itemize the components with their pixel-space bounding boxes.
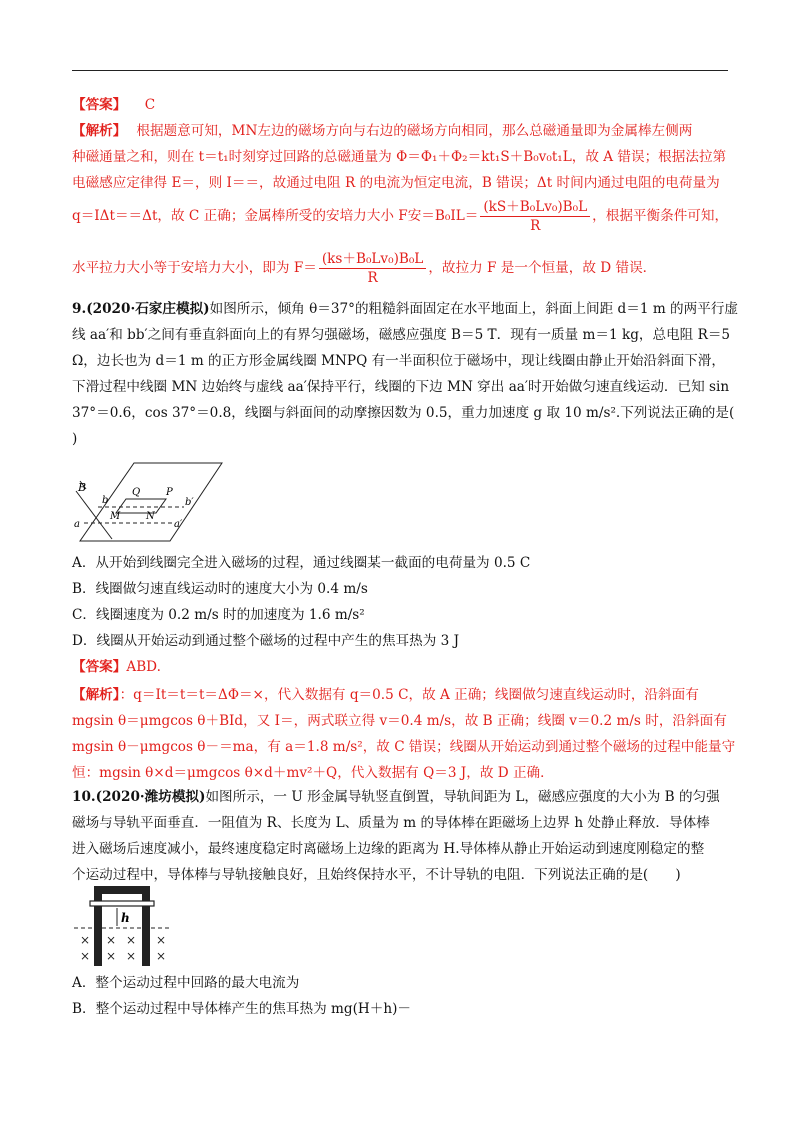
q10-line-1: 如图所示，一 U 形金属导轨竖直倒置，导轨间距为 L，磁感应强度的大小为 B 的匀强 bbox=[205, 789, 720, 805]
analysis-tag: 【解析】 bbox=[72, 687, 120, 703]
fig9-label-P: P bbox=[166, 487, 173, 498]
q8-line-4-tail: ，根据平衡条件可知， bbox=[592, 208, 729, 224]
q9-number: 9. bbox=[72, 301, 87, 317]
q9-option-c: C．线圈速度为 0.2 m/s 时的加速度为 1.6 m/s² bbox=[72, 607, 365, 623]
q10-rail-figure bbox=[72, 884, 172, 968]
fig9-label-b: b bbox=[102, 495, 109, 506]
q10-number: 10. bbox=[72, 789, 96, 805]
rail-right bbox=[142, 886, 150, 966]
q9-analysis-line-2: mgsin θ＝μmgcos θ＋BId，又 I＝，两式联立得 v＝0.4 m/s，故 B 正确；线圈 v＝0.2 m/s 时，沿斜面有 bbox=[72, 713, 727, 729]
q8-line-1: 根据题意可知，MN左边的磁场方向与右边的磁场方向相同，那么总磁通量即为金属棒左侧两 bbox=[136, 123, 693, 139]
coil-mnpq bbox=[116, 499, 166, 513]
q9-answer: ABD. bbox=[126, 659, 161, 675]
q9-line-3: Ω，边长也为 d＝1 m 的正方形金属线圈 MNPQ 有一半面积位于磁场中，现让线圈由静止开始沿斜面下滑， bbox=[72, 353, 725, 369]
q9-stem bbox=[72, 296, 739, 452]
svg-text:×: × bbox=[80, 933, 91, 947]
fig9-label-M: M bbox=[110, 511, 121, 522]
svg-text:×: × bbox=[126, 949, 137, 963]
fig9-label-b-prime: b′ bbox=[185, 497, 194, 508]
q8-line-3: 电磁感应定律得 E＝，则 I＝＝，故通过电阻 R 的电流为恒定电流，B 错误；Δt 时间内通过电阻的电荷量为 bbox=[72, 175, 720, 191]
q10-option-b: B．整个运动过程中导体棒产生的焦耳热为 mg(H＋h)－ bbox=[72, 1001, 411, 1017]
rail-left bbox=[94, 886, 102, 966]
q8-fraction-2: $\frac{\text{(ks＋B₀Lv₀)B₀L}}{R}$ bbox=[319, 250, 426, 287]
q10-line-4: 个运动过程中，导体棒与导轨接触良好，且始终保持水平，不计导轨的电阻．下列说法正确的是( ) bbox=[72, 867, 681, 883]
answer-tag: 【答案】 bbox=[72, 97, 127, 113]
q9-line-4: 下滑过程中线圈 MN 边始终与虚线 aa′保持平行，线圈的下边 MN 穿出 aa′时开始做匀速直线运动．已知 sin bbox=[72, 379, 730, 395]
fig9-label-B: B bbox=[78, 481, 87, 494]
q9-analysis bbox=[72, 682, 736, 786]
q9-line-2: 线 aa′和 bb′之间有垂直斜面向上的有界匀强磁场，磁感应强度 B＝5 T．现有一质量 m＝1 kg，总电阻 R＝5 bbox=[72, 327, 731, 343]
q10-source: (2020·潍坊模拟) bbox=[95, 789, 206, 805]
analysis-tag: 【解析】 bbox=[72, 123, 127, 139]
q9-source: (2020·石家庄模拟) bbox=[86, 301, 210, 317]
conductor-rod bbox=[90, 901, 154, 906]
q10-option-a: A．整个运动过程中回路的最大电流为 bbox=[72, 975, 300, 991]
rail-top bbox=[94, 886, 150, 894]
q8-fraction-1: $\frac{\text{(kS＋B₀Lv₀)B₀L}}{R}$ bbox=[480, 198, 590, 235]
q10-line-2: 磁场与导轨平面垂直．一阻值为 R、长度为 L、质量为 m 的导体棒在距磁场上边界 h 处静止释放．导体棒 bbox=[72, 815, 710, 831]
q10-stem bbox=[72, 784, 728, 888]
q10-line-3: 进入磁场后速度减小，最终速度稳定时离磁场上边缘的距离为 H.导体棒从静止开始运动到速度刚稳定的整 bbox=[72, 841, 705, 857]
svg-text:×: × bbox=[156, 933, 167, 947]
q9-analysis-line-3: mgsin θ－μmgcos θ－＝ma，有 a＝1.8 m/s²，故 C 错误；线圈从开始运动到通过整个磁场的过程中能量守 bbox=[72, 739, 736, 755]
q8-analysis bbox=[72, 118, 728, 290]
q9-option-a: A．从开始到线圈完全进入磁场的过程，通过线圈某一截面的电荷量为 0.5 C bbox=[72, 555, 531, 571]
q8-answer: C bbox=[144, 97, 156, 113]
q9-analysis-line-1: ：q＝It＝t＝t＝ΔΦ＝×，代入数据有 q＝0.5 C，故 A 正确；线圈做匀速直线运动时，沿斜面有 bbox=[119, 687, 699, 703]
field-crosses bbox=[80, 933, 166, 963]
q8-line-4: q＝IΔt＝＝Δt，故 C 正确；金属棒所受的安培力大小 F安＝B₀IL＝ bbox=[72, 208, 479, 224]
svg-text:×: × bbox=[156, 949, 167, 963]
q9-line-1: 如图所示，倾角 θ＝37°的粗糙斜面固定在水平地面上，斜面上间距 d＝1 m 的两平行虚 bbox=[209, 301, 739, 317]
svg-text:×: × bbox=[80, 949, 91, 963]
fig9-label-a-prime: a′ bbox=[174, 519, 183, 530]
q9-line-6: ) bbox=[72, 431, 78, 447]
answer-tag: 【答案】 bbox=[72, 659, 127, 675]
header-rule bbox=[72, 70, 728, 71]
q9-incline-figure bbox=[72, 455, 232, 547]
fig9-label-N: N bbox=[146, 511, 155, 522]
fig10-label-h: h bbox=[121, 911, 130, 925]
q9-analysis-line-4: 恒：mgsin θ×d＝μmgcos θ×d＋mv²＋Q，代入数据有 Q＝3 J，故 D 正确． bbox=[72, 765, 554, 781]
q9-answer-line bbox=[72, 654, 728, 680]
fig9-label-a: a bbox=[74, 519, 80, 530]
svg-text:×: × bbox=[106, 949, 117, 963]
svg-text:×: × bbox=[126, 933, 137, 947]
q9-option-b: B．线圈做匀速直线运动时的速度大小为 0.4 m/s bbox=[72, 581, 368, 597]
q9-option-d: D．线圈从开始运动到通过整个磁场的过程中产生的焦耳热为 3 J bbox=[72, 633, 460, 649]
q8-answer-line bbox=[72, 92, 728, 118]
svg-text:×: × bbox=[106, 933, 117, 947]
q9-line-5: 37°＝0.6，cos 37°＝0.8，线圈与斜面间的动摩擦因数为 0.5，重力加速度 g 取 10 m/s².下列说法正确的是( bbox=[72, 405, 735, 421]
q8-line-5-tail: ，故拉力 F 是一个恒量，故 D 错误． bbox=[428, 260, 657, 276]
q8-line-2: 种磁通量之和，则在 t＝t₁时刻穿过回路的总磁通量为 Φ＝Φ₁＋Φ₂＝kt₁S＋B₀v₀t₁L，故 A 错误；根据法拉第 bbox=[72, 149, 727, 165]
q8-line-5: 水平拉力大小等于安培力大小，即为 F＝ bbox=[72, 260, 317, 276]
fig9-label-Q: Q bbox=[132, 487, 141, 498]
